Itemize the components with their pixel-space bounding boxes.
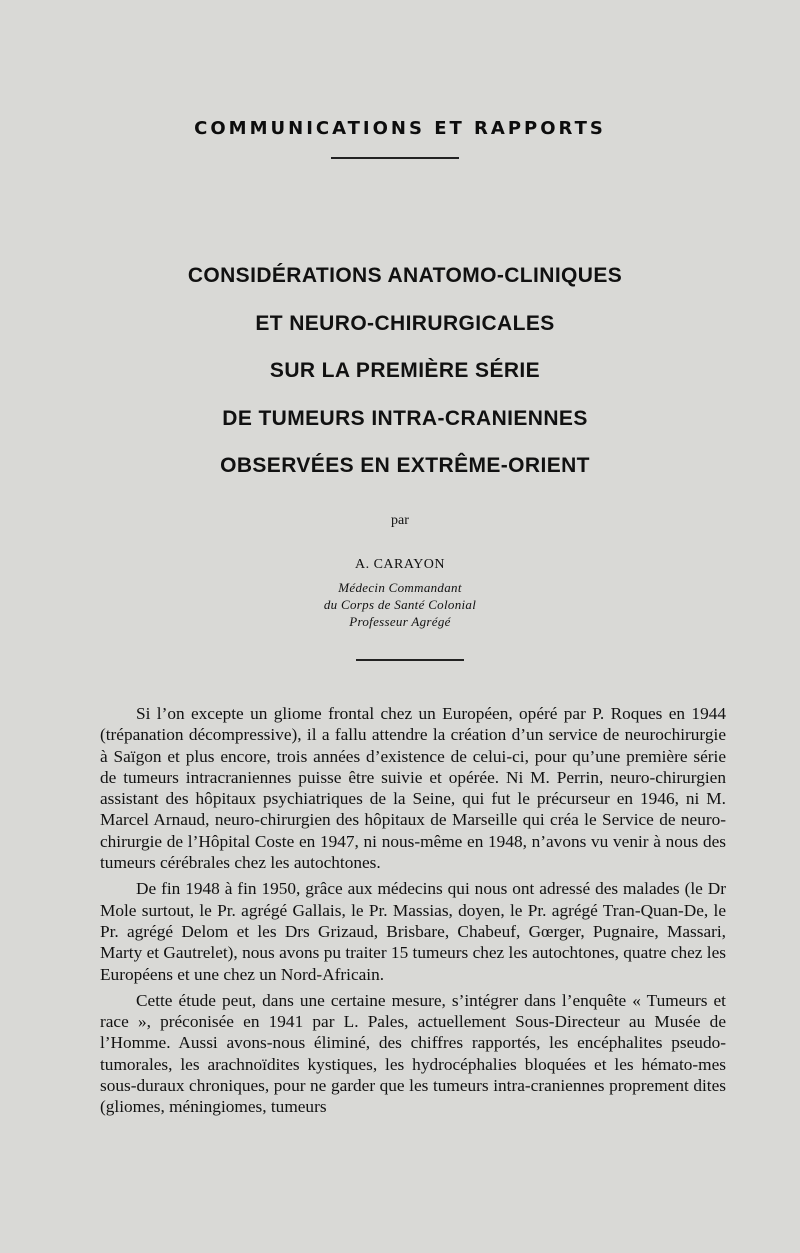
article-body	[100, 703, 726, 1123]
body-paragraph: Cette étude peut, dans une certaine mesure, s’intégrer dans l’enquête « Tumeurs et race », préconisée en 1941 par L. Pales, actuellement Sous-Directeur au Musée de l’Homme. Aussi avons-nous éliminé, des chiffres rapportés, les encéphalites pseudo-tumorales, les arachnoïdites kystiques, les hydrocéphalies bloquées et les hémato-mes sous-duraux chroniques, pour ne garder que les tumeurs intra-craniennes proprement dites (gliomes, méningiomes, tumeurs	[100, 990, 726, 1117]
title-line: CONSIDÉRATIONS ANATOMO-CLINIQUES	[187, 264, 623, 287]
top-divider	[331, 157, 459, 159]
author-name: A. CARAYON	[354, 557, 446, 572]
middle-divider	[356, 659, 464, 661]
credential-line: Médecin Commandant	[338, 580, 462, 595]
title-line: DE TUMEURS INTRA-CRANIENNES	[222, 406, 588, 430]
body-paragraph: Si l’on excepte un gliome frontal chez un Européen, opéré par P. Roques en 1944 (trépanation décompressive), il a fallu attendre la création d’un service de neurochirurgie à Saïgon et plus encore, trois années d’existence de celui-ci, pour qu’une première série de tumeurs intracraniennes puisse être suivie et opérée. Ni M. Perrin, neuro-chirurgien assistant des hôpitaux psychiatriques de la Seine, qui fut le précurseur en 1946, ni M. Marcel Arnaud, neuro-chirurgien des hôpitaux de Marseille qui créa le Service de neuro-chirurgie de l’Hôpital Coste en 1947, ni nous-même en 1948, n’avons vu venir à nous des tumeurs cérébrales chez les autochtones.	[100, 704, 726, 873]
byline-par: par	[391, 513, 409, 528]
credential-line: du Corps de Santé Colonial	[323, 597, 477, 612]
section-heading: COMMUNICATIONS ET RAPPORTS	[194, 118, 606, 139]
title-line: ET NEURO-CHIRURGICALES	[255, 311, 555, 335]
body-paragraph: De fin 1948 à fin 1950, grâce aux médecins qui nous ont adressé des malades (le Dr Mole surtout, le Pr. agrégé Gallais, le Pr. Massias, doyen, le Pr. agrégé Tran-Quan-De, le Pr. agrégé Delom et les Drs Grizaud, Brisbare, Chabeuf, Gœrger, Pugnaire, Massari, Marty et Gautrelet), nous avons pu traiter 15 tumeurs chez les autochtones, quatre chez les Européens et une chez un Nord-Africain.	[100, 879, 726, 984]
article-title	[100, 252, 710, 490]
title-line: SUR LA PREMIÈRE SÉRIE	[269, 359, 541, 382]
author-credentials	[0, 579, 800, 630]
title-line: OBSERVÉES EN EXTRÊME-ORIENT	[220, 454, 590, 477]
credential-line: Professeur Agrégé	[349, 614, 451, 629]
